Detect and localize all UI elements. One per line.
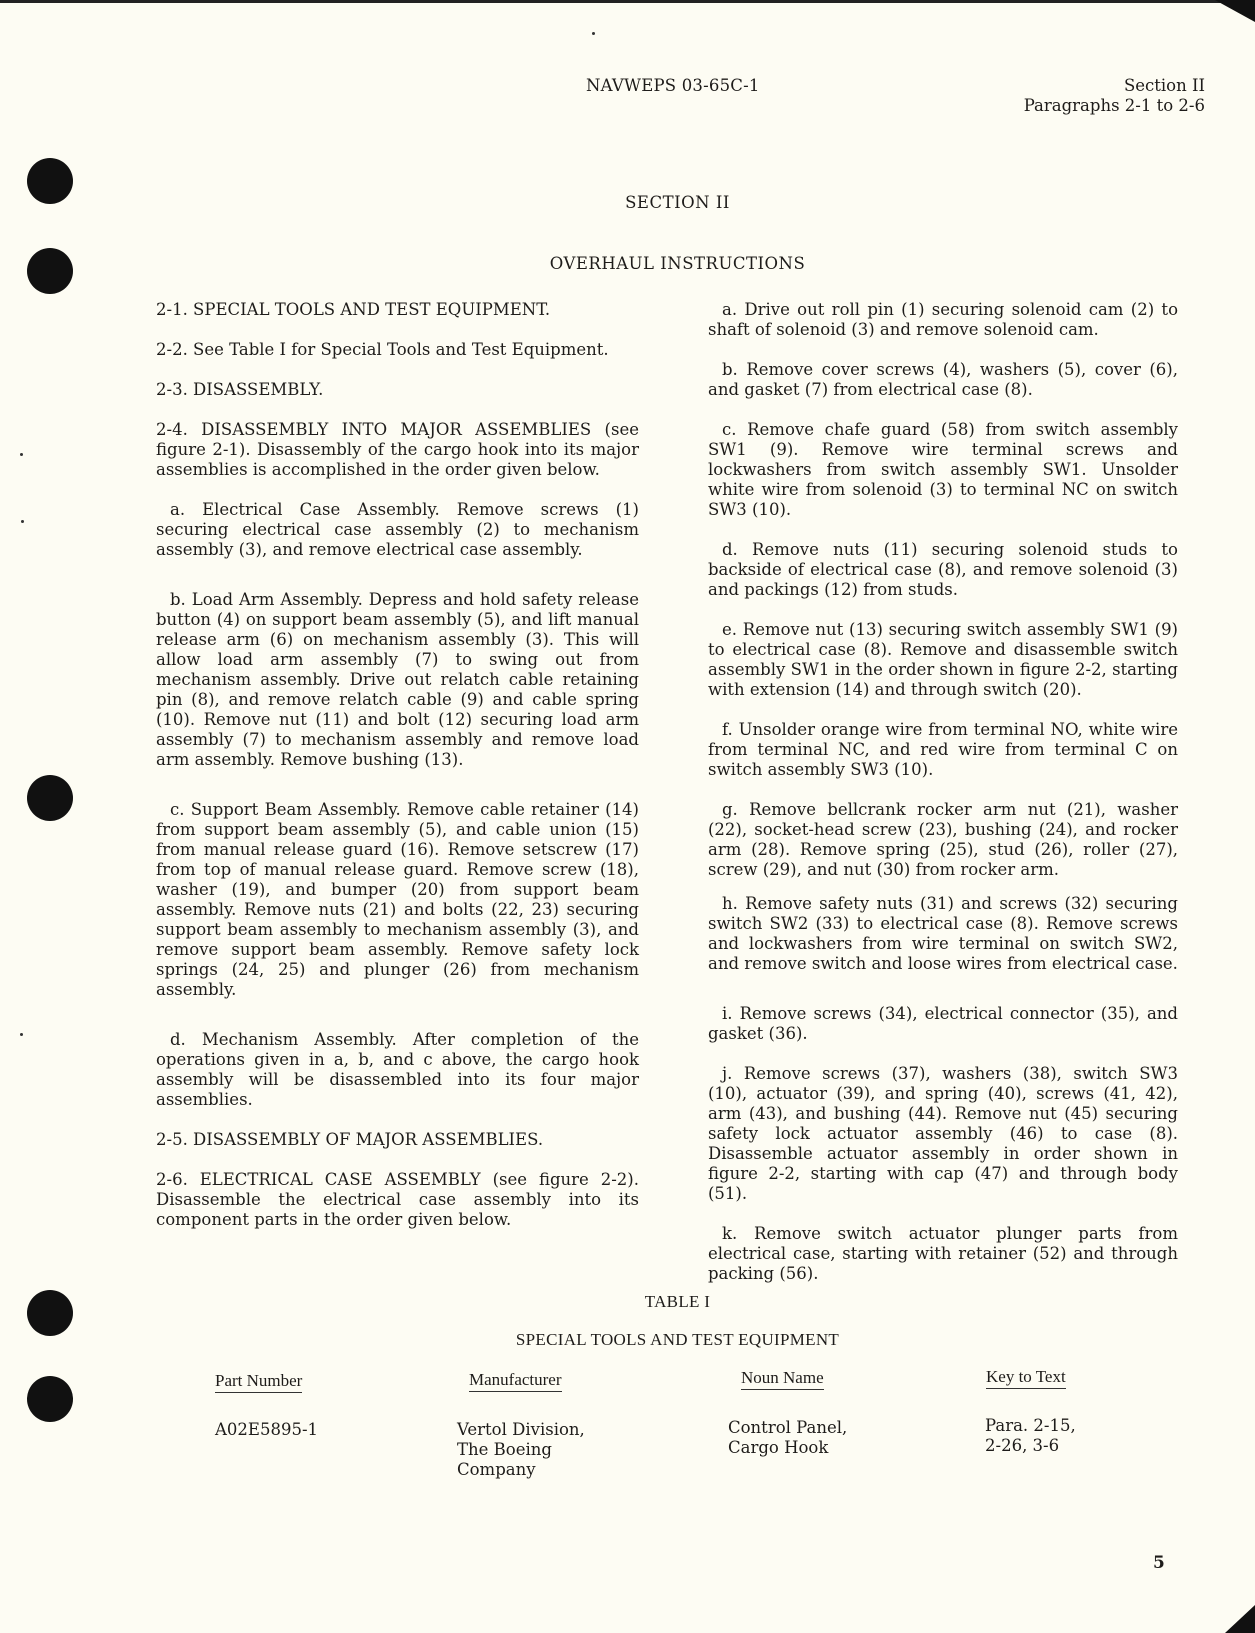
- binder-hole-icon: [27, 775, 73, 821]
- step-k: k. Remove switch actuator plunger parts from electrical case, starting with retainer (52) and through packing (56).: [708, 1224, 1178, 1283]
- paragraph-2-4a: a. Electrical Case Assembly. Remove screws (1) securing electrical case assembly (2) to mechanism assembly (3), and remove electrical case assembly.: [156, 500, 639, 559]
- scan-speck: [20, 453, 23, 456]
- table-subtitle: SPECIAL TOOLS AND TEST EQUIPMENT: [515, 1330, 840, 1349]
- step-h: h. Remove safety nuts (31) and screws (32) securing switch SW2 (33) to electrical case (8). Remove screws and lockwashers from wire terminal on switch SW2, and remove switch and loose wires from electrical case.: [708, 894, 1178, 973]
- step-a: a. Drive out roll pin (1) securing solenoid cam (2) to shaft of solenoid (3) and remove solenoid cam.: [708, 300, 1178, 339]
- paragraph-2-4d: d. Mechanism Assembly. After completion of the operations given in a, b, and c above, the cargo hook assembly will be disassembled into its four major assemblies.: [156, 1030, 639, 1109]
- right-column: [708, 300, 1178, 1284]
- document-number: NAVWEPS 03-65C-1: [586, 76, 760, 95]
- paragraph-2-3: 2-3. DISASSEMBLY.: [156, 380, 324, 399]
- paragraph-range: Paragraphs 2-1 to 2-6: [1023, 96, 1205, 115]
- noun-name-line: Cargo Hook: [728, 1438, 829, 1457]
- noun-name-line: Control Panel,: [728, 1418, 848, 1437]
- paragraph-2-1: 2-1. SPECIAL TOOLS AND TEST EQUIPMENT.: [156, 300, 551, 319]
- section-label: Section II: [1123, 76, 1205, 95]
- cell-noun-name: [728, 1418, 847, 1458]
- column-header-key-to-text: Key to Text: [986, 1367, 1066, 1389]
- section-title: SECTION II: [625, 193, 730, 212]
- manufacturer-line: Company: [457, 1460, 536, 1479]
- binder-hole-icon: [27, 1376, 73, 1422]
- step-e: e. Remove nut (13) securing switch assembly SW1 (9) to electrical case (8). Remove and disassemble switch assembly SW1 in the order shown in figure 2-2, starting with extension (14) and through switch (20).: [708, 620, 1178, 699]
- paragraph-2-4b: b. Load Arm Assembly. Depress and hold safety release button (4) on support beam assembly (5), and lift manual release arm (6) on mechanism assembly (3). This will allow load arm assembly (7) to swing out from mechanism assembly. Drive out relatch cable retaining pin (8), and remove relatch cable (9) and cable spring (10). Remove nut (11) and bolt (12) securing load arm assembly (7) to mechanism assembly and remove load arm assembly. Remove bushing (13).: [156, 590, 639, 769]
- scan-top-edge: [0, 0, 1255, 3]
- paragraph-2-2: 2-2. See Table I for Special Tools and Test Equipment.: [156, 340, 609, 359]
- paragraph-2-6: 2-6. ELECTRICAL CASE ASSEMBLY (see figure 2-2). Disassemble the electrical case assembly into its component parts in the order given below.: [156, 1170, 639, 1229]
- key-to-text-line: 2-26, 3-6: [985, 1436, 1060, 1455]
- page-header-right: [1024, 76, 1205, 116]
- step-g: g. Remove bellcrank rocker arm nut (21), washer (22), socket-head screw (23), bushing (24), and rocker arm (28). Remove spring (25), stud (26), roller (27), screw (29), and nut (30) from rocker arm.: [708, 800, 1178, 879]
- page-number: 5: [1153, 1553, 1165, 1573]
- scan-corner-top-right: [1215, 0, 1255, 22]
- column-header-part-number: Part Number: [215, 1371, 302, 1393]
- paragraph-2-4: 2-4. DISASSEMBLY INTO MAJOR ASSEMBLIES (see figure 2-1). Disassembly of the cargo hook into its major assemblies is accomplished in the order given below.: [156, 420, 639, 479]
- column-header-manufacturer: Manufacturer: [469, 1370, 562, 1392]
- step-j: j. Remove screws (37), washers (38), switch SW3 (10), actuator (39), and spring (40), screws (41, 42), arm (43), and bushing (44). Remove nut (45) securing safety lock actuator assembly (46) to case (8). Disassemble actuator assembly in order shown in figure 2-2, starting with cap (47) and through body (51).: [708, 1064, 1178, 1203]
- step-b: b. Remove cover screws (4), washers (5), cover (6), and gasket (7) from electrical case (8).: [708, 360, 1178, 399]
- scan-speck: [21, 520, 24, 523]
- manufacturer-line: Vertol Division,: [457, 1420, 585, 1439]
- step-d: d. Remove nuts (11) securing solenoid studs to backside of electrical case (8), and remove solenoid (3) and packings (12) from studs.: [708, 540, 1178, 599]
- scan-speck: [592, 32, 595, 35]
- section-subtitle: OVERHAUL INSTRUCTIONS: [549, 254, 806, 273]
- step-f: f. Unsolder orange wire from terminal NO, white wire from terminal NC, and red wire from terminal C on switch assembly SW3 (10).: [708, 720, 1178, 779]
- key-to-text-line: Para. 2-15,: [985, 1416, 1076, 1435]
- step-c: c. Remove chafe guard (58) from switch assembly SW1 (9). Remove wire terminal screws and lockwashers from switch assembly SW1. Unsolder white wire from solenoid (3) to terminal NC on switch SW3 (10).: [708, 420, 1178, 519]
- cell-part-number: A02E5895-1: [215, 1420, 319, 1439]
- paragraph-2-5: 2-5. DISASSEMBLY OF MAJOR ASSEMBLIES.: [156, 1130, 544, 1149]
- cell-key-to-text: [985, 1416, 1076, 1456]
- paragraph-2-4c: c. Support Beam Assembly. Remove cable retainer (14) from support beam assembly (5), and cable union (15) from manual release guard (16). Remove setscrew (17) from top of manual release guard. Remove screw (18), washer (19), and bumper (20) from support beam assembly. Remove nuts (21) and bolts (22, 23) securing support beam assembly to mechanism assembly (3), and remove support beam assembly. Remove safety lock springs (24, 25) and plunger (26) from mechanism assembly.: [156, 800, 639, 999]
- step-i: i. Remove screws (34), electrical connector (35), and gasket (36).: [708, 1004, 1178, 1043]
- column-header-noun-name: Noun Name: [741, 1368, 824, 1390]
- cell-manufacturer: [457, 1420, 585, 1480]
- scan-speck: [20, 1033, 23, 1036]
- manufacturer-line: The Boeing: [457, 1440, 552, 1459]
- table-title: TABLE I: [644, 1292, 711, 1311]
- scan-corner-bottom-right: [1225, 1605, 1255, 1633]
- left-column: [156, 300, 639, 1230]
